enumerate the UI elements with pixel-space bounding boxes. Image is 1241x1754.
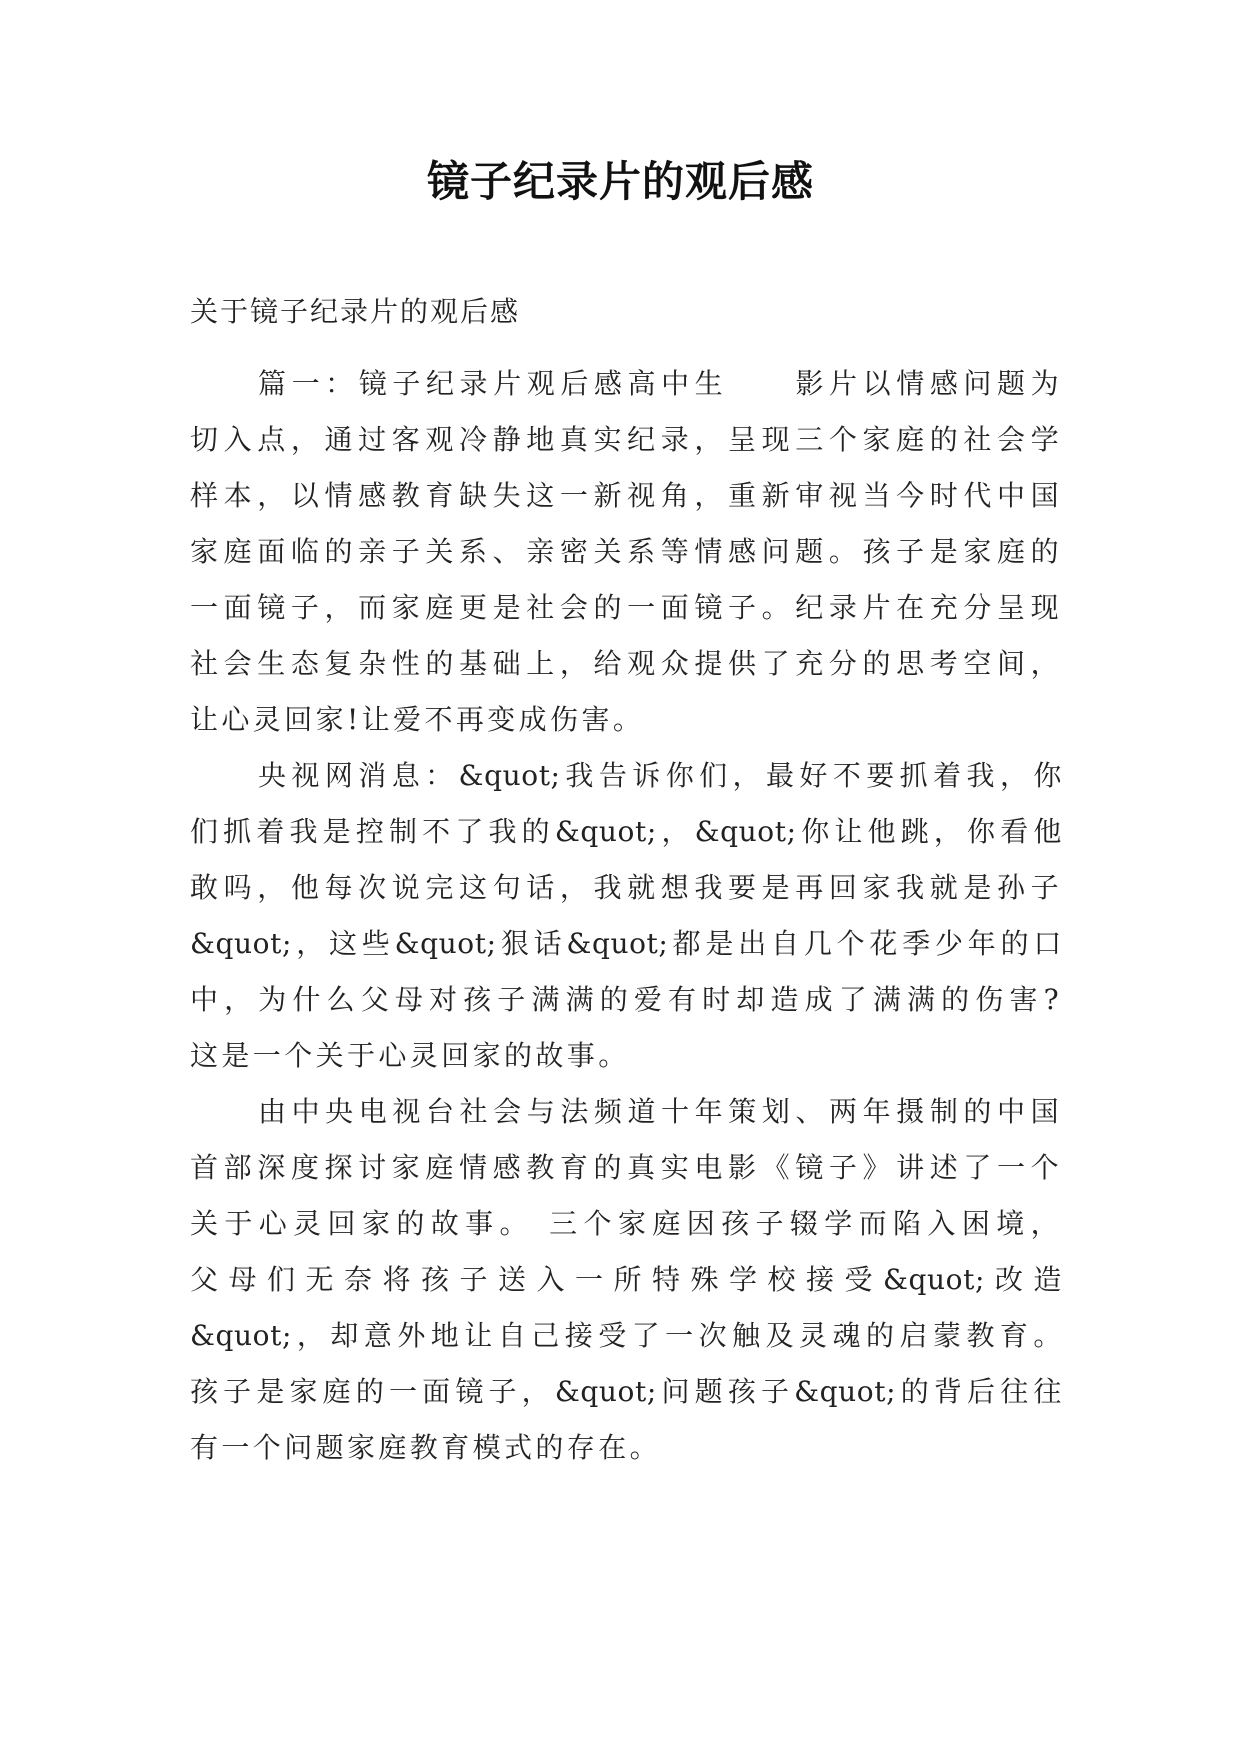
paragraph-2-line-5: 中，为什么父母对孩子满满的爱有时却造成了满满的伤害?	[190, 983, 1062, 1016]
paragraph-1-line-5: 一面镜子，而家庭更是社会的一面镜子。纪录片在充分呈现	[190, 591, 1062, 624]
paragraph-3-line-6: 孩子是家庭的一面镜子，&quot;问题孩子&quot;的背后往往	[190, 1375, 1062, 1408]
document-subtitle: 关于镜子纪录片的观后感	[190, 295, 521, 328]
paragraph-3-line-5: &quot;，却意外地让自己接受了一次触及灵魂的启蒙教育。	[190, 1319, 1062, 1352]
paragraph-3-line-1: 由中央电视台社会与法频道十年策划、两年摄制的中国	[258, 1095, 1062, 1128]
paragraph-3-line-2: 首部深度探讨家庭情感教育的真实电影《镜子》讲述了一个	[190, 1151, 1062, 1184]
paragraph-1-line-7: 让心灵回家!让爱不再变成伤害。	[190, 703, 645, 736]
paragraph-2-line-4: &quot;，这些&quot;狠话&quot;都是出自几个花季少年的口	[190, 927, 1062, 960]
paragraph-2-line-3: 敢吗，他每次说完这句话，我就想我要是再回家我就是孙子	[190, 871, 1062, 904]
document-title: 镜子纪录片的观后感	[426, 157, 814, 206]
paragraph-1-line-3: 样本，以情感教育缺失这一新视角，重新审视当今时代中国	[190, 479, 1062, 512]
paragraph-3-line-7: 有一个问题家庭教育模式的存在。	[190, 1431, 662, 1464]
paragraph-2-line-6: 这是一个关于心灵回家的故事。	[190, 1039, 630, 1072]
paragraph-1-line-4: 家庭面临的亲子关系、亲密关系等情感问题。孩子是家庭的	[190, 535, 1062, 568]
paragraph-2-line-1: 央视网消息：&quot;我告诉你们，最好不要抓着我，你	[258, 759, 1062, 792]
paragraph-1-line-2: 切入点，通过客观冷静地真实纪录，呈现三个家庭的社会学	[190, 423, 1062, 456]
paragraph-3-line-4: 父母们无奈将孩子送入一所特殊学校接受&quot;改造	[190, 1263, 1062, 1296]
paragraph-3-line-3: 关于心灵回家的故事。 三个家庭因孩子辍学而陷入困境，	[190, 1207, 1062, 1240]
paragraph-2-line-2: 们抓着我是控制不了我的&quot;，&quot;你让他跳，你看他	[190, 815, 1062, 848]
paragraph-1-line-1: 篇一：镜子纪录片观后感高中生 影片以情感问题为	[258, 367, 1062, 400]
paragraph-1-line-6: 社会生态复杂性的基础上，给观众提供了充分的思考空间，	[190, 647, 1062, 680]
